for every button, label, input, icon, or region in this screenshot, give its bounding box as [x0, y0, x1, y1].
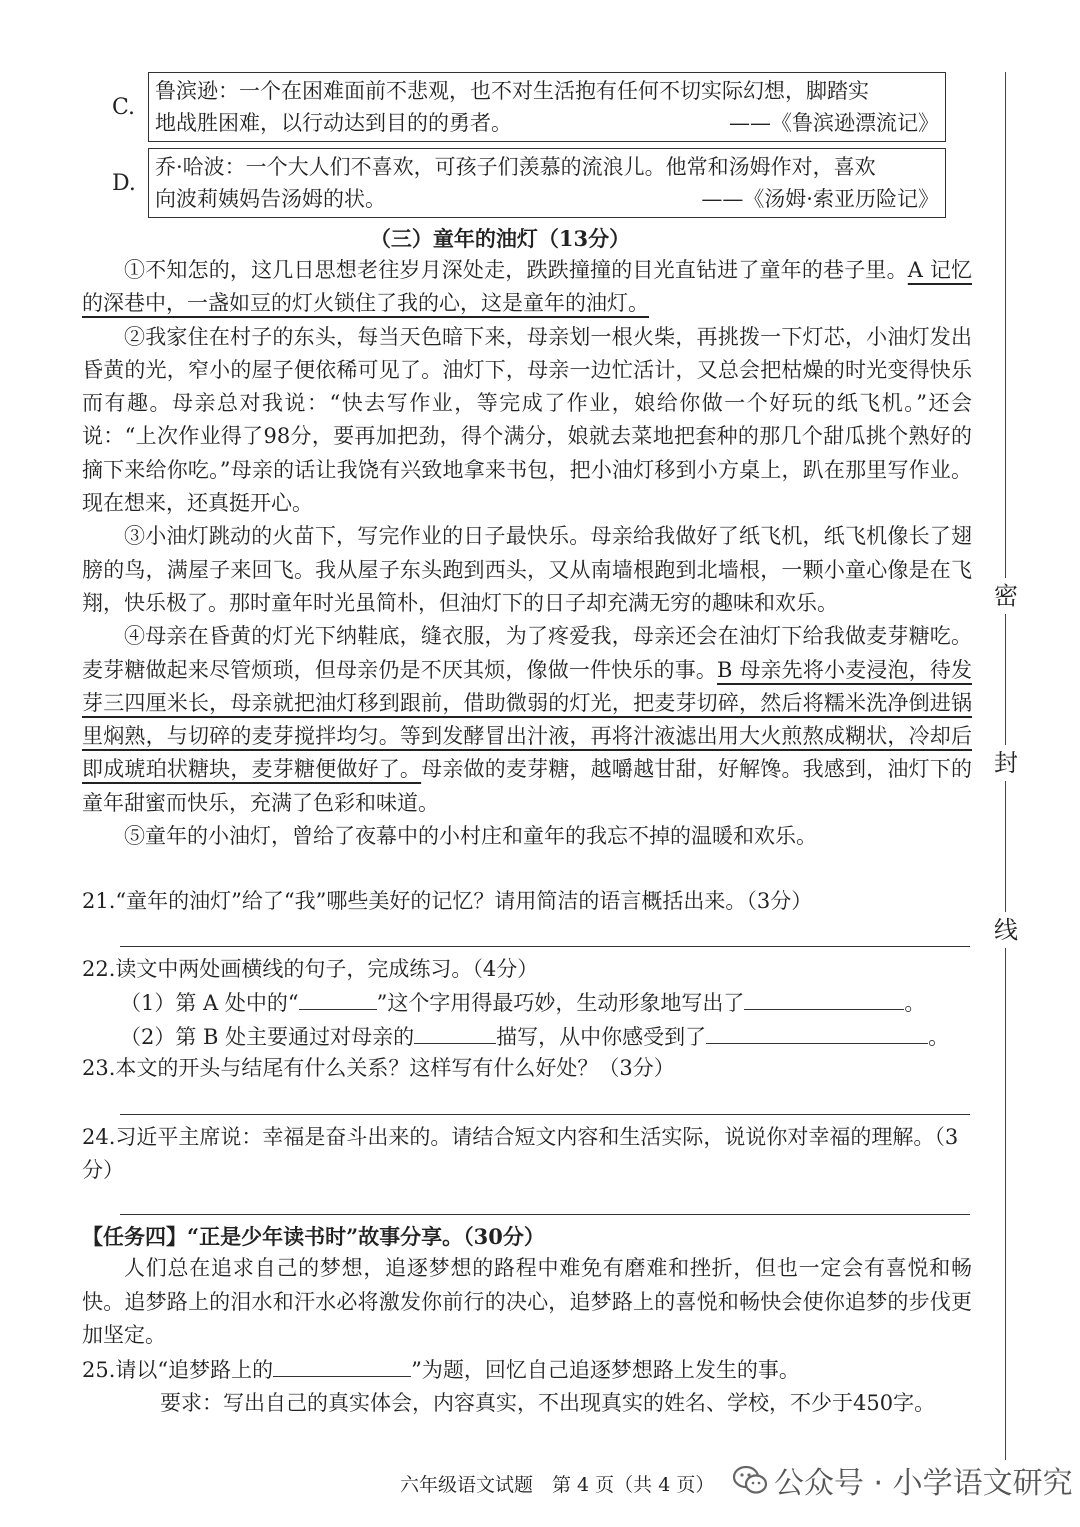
seal-mi: 密 — [988, 578, 1024, 614]
question-text: ”为题，回忆自己追逐梦想路上发生的事。 — [411, 1358, 800, 1382]
section-title: （三）童年的油灯（13分） — [369, 226, 631, 251]
question-text: 25.请以“追梦路上的 — [82, 1358, 274, 1382]
answer-blank[interactable] — [299, 987, 377, 1010]
option-line: 向波莉姨妈告汤姆的状。 — [155, 187, 386, 211]
task4-requirement: 要求：写出自己的真实体会，内容真实，不出现真实的姓名、学校，不少于450字。 — [160, 1391, 936, 1415]
answer-blank[interactable] — [706, 1021, 928, 1044]
answer-line[interactable] — [120, 946, 970, 947]
paragraph-text: ①不知怎的，这几日思想老往岁月深处走，跌跌撞撞的目光直钻进了童年的巷子里。 — [124, 258, 908, 282]
question-text: （2）第 B 处主要通过对母亲的 — [120, 1025, 415, 1049]
task4-title: 【任务四】“正是少年读书时”故事分享。（30分） — [82, 1224, 545, 1249]
option-c — [112, 72, 946, 142]
option-row — [155, 107, 939, 139]
question-text: ”这个字用得最巧妙，生动形象地写出了 — [376, 991, 745, 1015]
option-box — [148, 72, 946, 142]
task4-intro: 人们总在追求自己的梦想，追逐梦想的路程中难免有磨难和挫折，但也一定会有喜悦和畅快。追梦路上的泪水和汗水必将激发你前行的决心，追梦路上的喜悦和畅快会使你追梦的步伐更加坚定。 — [82, 1256, 972, 1347]
option-letter: C. — [112, 94, 136, 120]
paragraph-2: ②我家住在村子的东头，每当天色暗下来，母亲划一根火柴，再挑拨一下灯芯，小油灯发出昏黄的光，窄小的屋子便依稀可见了。油灯下，母亲一边忙活计，又总会把枯燥的时光变得快乐而有趣。母亲总对我说：“快去写作业，等完成了作业，娘给你做一个好玩的纸飞机。”还会说：“上次作业得了98分，要再加把劲，得个满分，娘就去菜地把套种的那几个甜瓜挑个熟好的摘下来给你吃。”母亲的话让我饶有兴致地拿来书包，把小油灯移到小方桌上，趴在那里写作业。现在想来，还真挺开心。 — [82, 324, 972, 516]
question-text: 。 — [904, 991, 926, 1015]
paragraph-3: ③小油灯跳动的火苗下，写完作业的日子最快乐。母亲给我做好了纸飞机，纸飞机像长了翅膀的鸟，满屋子来回飞。我从屋子东头跑到西头，又从南墙根跑到北墙根，一颗小童心像是在飞翔，快乐极了。那时童年时光虽简朴，但油灯下的日子却充满无穷的趣味和欢乐。 — [82, 524, 972, 615]
watermark-text: 公众号 · 小学语文研究 — [774, 1466, 1073, 1501]
option-row — [155, 183, 939, 215]
title-blank[interactable] — [273, 1354, 411, 1377]
underlined-sentence-a: A 记忆的深巷中，一盏如豆的灯火锁住了我的心，这是童年的油灯。 — [82, 258, 973, 316]
question-text: 描写，从中你感受到了 — [496, 1025, 707, 1049]
paragraph-5: ⑤童年的小油灯，曾给了夜幕中的小村庄和童年的我忘不掉的温暖和欢乐。 — [124, 824, 817, 849]
question-21: 21.“童年的油灯”给了“我”哪些美好的记忆？请用简洁的语言概括出来。（3分） — [82, 889, 813, 913]
wechat-icon — [732, 1464, 768, 1496]
answer-line[interactable] — [120, 1114, 970, 1115]
question-text: 。 — [928, 1025, 950, 1049]
paragraph-4 — [82, 620, 972, 820]
seal-feng: 封 — [988, 745, 1024, 781]
question-24: 24.习近平主席说：幸福是奋斗出来的。请结合短文内容和生活实际，说说你对幸福的理解。（3分） — [82, 1125, 959, 1182]
question-text: （1）第 A 处中的“ — [120, 991, 299, 1015]
question-22: 22.读文中两处画横线的句子，完成练习。（4分） — [82, 957, 539, 981]
answer-line[interactable] — [120, 1214, 970, 1215]
option-letter: D. — [112, 170, 136, 196]
option-line: 乔·哈波：一个大人们不喜欢，可孩子们羡慕的流浪儿。他常和汤姆作对，喜欢 — [155, 155, 876, 179]
page-footer: 六年级语文试题 第 4 页（共 4 页） — [400, 1474, 715, 1496]
question-22-2 — [120, 1021, 949, 1054]
paragraph-1 — [82, 254, 972, 321]
option-line: 鲁滨逊：一个在困难面前不悲观，也不对生活抱有任何不切实际幻想，脚踏实 — [155, 79, 869, 103]
option-line: 地战胜困难，以行动达到目的的勇者。 — [155, 111, 512, 135]
option-d — [112, 148, 946, 218]
option-source: ——《汤姆·索亚历险记》 — [701, 187, 939, 211]
question-25 — [82, 1354, 977, 1387]
underlined-sentence-b: B 母亲先将小麦浸泡，待发芽三四厘米长，母亲就把油灯移到跟前，借助微弱的灯光，把麦芽切碎，然后将糯米洗净倒进锅里焖熟，与切碎的麦芽搅拌均匀。等到发酵冒出汁液，再将汁液滤出用大火煎熬成糊状，冷却后即成琥珀状糖块，麦芽糖便做好了。 — [82, 657, 973, 782]
answer-blank[interactable] — [744, 987, 904, 1010]
question-22-1 — [120, 987, 925, 1020]
passage — [82, 254, 972, 853]
option-source: ——《鲁滨逊漂流记》 — [729, 111, 939, 135]
paragraph-text: 母亲做的麦芽糖，越嚼越甘甜，好解馋。我感到，油灯下的童年甜蜜而快乐，充满了色彩和味道。 — [82, 757, 973, 815]
paragraph-text: ④母亲在昏黄的灯光下纳鞋底，缝衣服，为了疼爱我，母亲还会在油灯下给我做麦芽糖吃。麦芽糖做起来尽管烦琐，但母亲仍是不厌其烦，像做一件快乐的事。 — [82, 624, 972, 682]
watermark — [732, 1458, 1073, 1502]
option-box — [148, 148, 946, 218]
question-23: 23.本文的开头与结尾有什么关系？这样写有什么好处？（3分） — [82, 1056, 675, 1080]
answer-blank[interactable] — [414, 1021, 496, 1044]
seal-xian: 线 — [988, 912, 1024, 948]
